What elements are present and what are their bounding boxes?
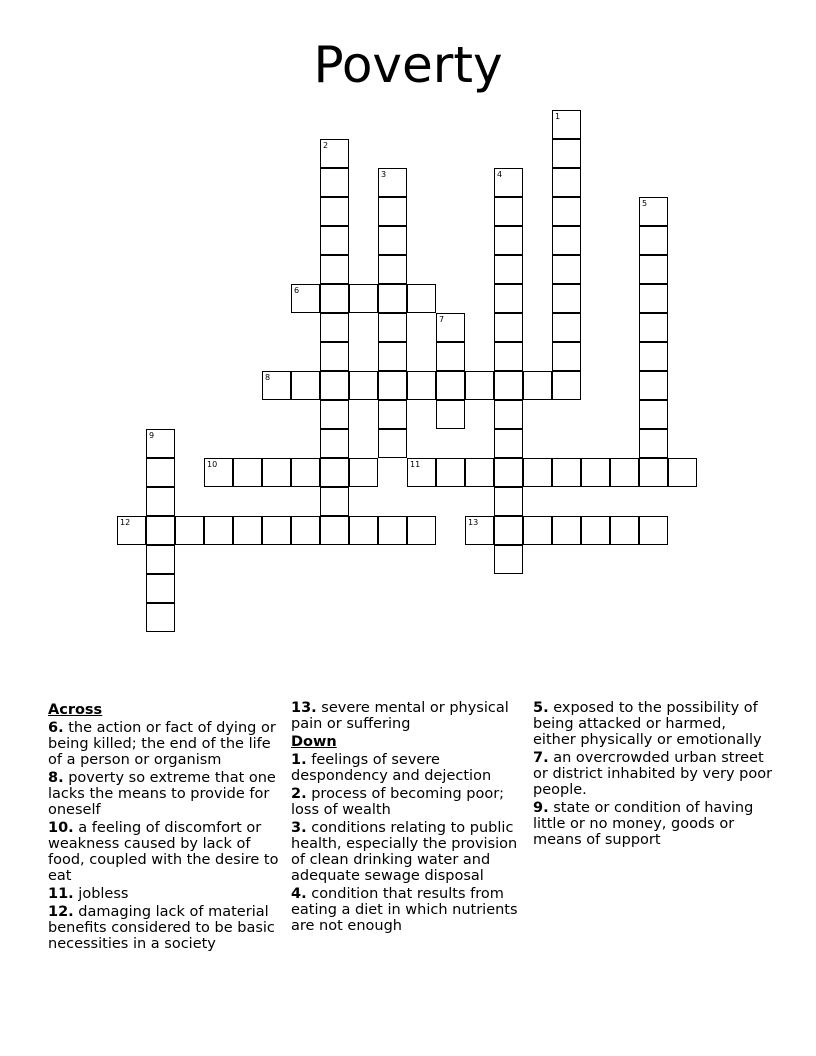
crossword-cell[interactable] — [262, 516, 291, 545]
crossword-cell[interactable] — [291, 516, 320, 545]
clue-down-2 — [291, 786, 521, 818]
crossword-cell[interactable] — [494, 226, 523, 255]
cell-number: 2 — [323, 141, 329, 150]
crossword-cell[interactable] — [378, 371, 407, 400]
crossword-cell[interactable] — [117, 516, 146, 545]
crossword-cell[interactable] — [465, 458, 494, 487]
cell-number: 11 — [410, 460, 421, 469]
crossword-cell[interactable] — [639, 255, 668, 284]
clue-down-4 — [291, 886, 521, 934]
clue-down-5 — [533, 700, 773, 748]
clue-number: 4. — [291, 886, 307, 902]
crossword-cell[interactable] — [639, 342, 668, 371]
clue-text: a feeling of discomfort or weakness caused by lack of food, coupled with the desire to eat — [48, 820, 279, 884]
clue-text: process of becoming poor; loss of wealth — [291, 786, 505, 818]
crossword-cell[interactable] — [320, 371, 349, 400]
crossword-cell[interactable] — [552, 139, 581, 168]
crossword-cell[interactable] — [349, 516, 378, 545]
crossword-cell[interactable] — [581, 516, 610, 545]
crossword-cell[interactable] — [494, 487, 523, 516]
clue-text: severe mental or physical pain or suffering — [291, 700, 509, 732]
crossword-cell[interactable] — [494, 255, 523, 284]
clue-number: 1. — [291, 752, 307, 768]
down-heading: Down — [291, 734, 337, 750]
crossword-cell[interactable] — [552, 255, 581, 284]
crossword-cell[interactable] — [146, 458, 175, 487]
clue-number: 3. — [291, 820, 307, 836]
crossword-cell[interactable] — [494, 545, 523, 574]
cell-number: 10 — [207, 460, 218, 469]
cell-number: 3 — [381, 170, 387, 179]
crossword-cell[interactable] — [494, 458, 523, 487]
clue-down-3 — [291, 820, 521, 884]
clue-down-9 — [533, 800, 773, 848]
crossword-cell[interactable] — [494, 313, 523, 342]
crossword-cell[interactable] — [378, 400, 407, 429]
crossword-cell[interactable] — [349, 284, 378, 313]
crossword-cell[interactable] — [436, 342, 465, 371]
crossword-cell[interactable] — [639, 400, 668, 429]
crossword-cell[interactable] — [494, 284, 523, 313]
crossword-cell[interactable] — [407, 371, 436, 400]
across-heading: Across — [48, 702, 103, 718]
crossword-cell[interactable] — [552, 284, 581, 313]
crossword-cell[interactable] — [146, 603, 175, 632]
crossword-cell[interactable] — [320, 255, 349, 284]
clue-number: 12. — [48, 904, 74, 920]
crossword-cell[interactable] — [291, 458, 320, 487]
crossword-cell[interactable] — [407, 516, 436, 545]
clue-column-1 — [48, 700, 280, 954]
clue-number: 7. — [533, 750, 549, 766]
crossword-cell[interactable] — [320, 168, 349, 197]
crossword-cell[interactable] — [378, 284, 407, 313]
crossword-cell[interactable] — [378, 168, 407, 197]
crossword-cell[interactable] — [407, 458, 436, 487]
crossword-cell[interactable] — [523, 458, 552, 487]
crossword-cell[interactable] — [494, 342, 523, 371]
crossword-cell[interactable] — [233, 516, 262, 545]
clue-across-12 — [48, 904, 280, 952]
crossword-cell[interactable] — [378, 516, 407, 545]
crossword-cell[interactable] — [378, 429, 407, 458]
clue-text: condition that results from eating a diet in which nutrients are not enough — [291, 886, 518, 934]
crossword-cell[interactable] — [320, 313, 349, 342]
crossword-cell[interactable] — [552, 516, 581, 545]
clue-number: 6. — [48, 720, 64, 736]
crossword-cell[interactable] — [494, 371, 523, 400]
crossword-cell[interactable] — [436, 371, 465, 400]
cell-number: 4 — [497, 170, 503, 179]
crossword-cell[interactable] — [610, 516, 639, 545]
crossword-cell[interactable] — [494, 516, 523, 545]
cell-number: 5 — [642, 199, 648, 208]
clue-number: 9. — [533, 800, 549, 816]
crossword-cell[interactable] — [639, 516, 668, 545]
crossword-cell[interactable] — [494, 400, 523, 429]
crossword-cell[interactable] — [552, 226, 581, 255]
crossword-cell[interactable] — [320, 197, 349, 226]
crossword-cell[interactable] — [552, 458, 581, 487]
clue-number: 8. — [48, 770, 64, 786]
crossword-cell[interactable] — [610, 458, 639, 487]
clue-text: poverty so extreme that one lacks the means to provide for oneself — [48, 770, 276, 818]
crossword-cell[interactable] — [378, 226, 407, 255]
crossword-cell[interactable] — [146, 545, 175, 574]
crossword-cell[interactable] — [436, 313, 465, 342]
crossword-cell[interactable] — [320, 516, 349, 545]
crossword-cell[interactable] — [639, 197, 668, 226]
clue-text: conditions relating to public health, especially the provision of clean drinking water and adequate sewage disposal — [291, 820, 518, 884]
clue-across-13 — [291, 700, 521, 732]
crossword-cell[interactable] — [436, 400, 465, 429]
crossword-cell[interactable] — [349, 458, 378, 487]
crossword-cell[interactable] — [639, 371, 668, 400]
crossword-cell[interactable] — [262, 371, 291, 400]
clue-text: feelings of severe despondency and dejection — [291, 752, 492, 784]
crossword-cell[interactable] — [436, 458, 465, 487]
crossword-cell[interactable] — [465, 371, 494, 400]
clue-number: 10. — [48, 820, 74, 836]
crossword-cell[interactable] — [320, 342, 349, 371]
crossword-cell[interactable] — [378, 255, 407, 284]
cell-number: 6 — [294, 286, 300, 295]
crossword-cell[interactable] — [552, 313, 581, 342]
crossword-cell[interactable] — [146, 487, 175, 516]
clue-text: exposed to the possibility of being attacked or harmed, either physically or emotionally — [533, 700, 762, 748]
clue-across-10 — [48, 820, 280, 884]
crossword-cell[interactable] — [146, 429, 175, 458]
crossword-cell[interactable] — [552, 168, 581, 197]
crossword-cell[interactable] — [291, 371, 320, 400]
crossword-cell[interactable] — [320, 429, 349, 458]
crossword-cell[interactable] — [639, 284, 668, 313]
crossword-cell[interactable] — [581, 458, 610, 487]
crossword-cell[interactable] — [204, 458, 233, 487]
crossword-cell[interactable] — [291, 284, 320, 313]
crossword-cell[interactable] — [320, 139, 349, 168]
crossword-cell[interactable] — [639, 458, 668, 487]
clue-text: damaging lack of material benefits considered to be basic necessities in a society — [48, 904, 275, 952]
cell-number: 7 — [439, 315, 445, 324]
crossword-cell[interactable] — [262, 458, 291, 487]
crossword-cell[interactable] — [320, 284, 349, 313]
clue-across-8 — [48, 770, 280, 818]
crossword-cell[interactable] — [523, 516, 552, 545]
clue-down-7 — [533, 750, 773, 798]
crossword-cell[interactable] — [175, 516, 204, 545]
clue-number: 13. — [291, 700, 317, 716]
crossword-cell[interactable] — [320, 487, 349, 516]
cell-number: 12 — [120, 518, 131, 527]
crossword-cell[interactable] — [349, 371, 378, 400]
clue-down-1 — [291, 752, 521, 784]
clue-number: 2. — [291, 786, 307, 802]
cell-number: 9 — [149, 431, 155, 440]
crossword-cell[interactable] — [407, 284, 436, 313]
crossword-cell[interactable] — [639, 313, 668, 342]
crossword-cell[interactable] — [494, 168, 523, 197]
page-title: Poverty — [313, 36, 503, 94]
clue-text: state or condition of having little or no money, goods or means of support — [533, 800, 754, 848]
clue-column-2 — [291, 700, 521, 936]
crossword-cell[interactable] — [552, 110, 581, 139]
crossword-cell[interactable] — [320, 458, 349, 487]
crossword-cell[interactable] — [639, 429, 668, 458]
crossword-cell[interactable] — [552, 197, 581, 226]
crossword-cell[interactable] — [668, 458, 697, 487]
cell-number: 8 — [265, 373, 271, 382]
crossword-cell[interactable] — [146, 574, 175, 603]
clue-across-6 — [48, 720, 280, 768]
crossword-cell[interactable] — [552, 371, 581, 400]
crossword-cell[interactable] — [378, 342, 407, 371]
crossword-cell[interactable] — [552, 342, 581, 371]
crossword-cell[interactable] — [320, 226, 349, 255]
clue-text: an overcrowded urban street or district inhabited by very poor people. — [533, 750, 773, 798]
clue-text: jobless — [78, 886, 129, 902]
crossword-cell[interactable] — [465, 516, 494, 545]
crossword-cell[interactable] — [494, 429, 523, 458]
crossword-cell[interactable] — [320, 400, 349, 429]
clue-across-11 — [48, 886, 280, 902]
crossword-cell[interactable] — [233, 458, 262, 487]
clue-column-3 — [533, 700, 773, 850]
clue-number: 5. — [533, 700, 549, 716]
crossword-cell[interactable] — [639, 226, 668, 255]
crossword-cell[interactable] — [378, 313, 407, 342]
clue-text: the action or fact of dying or being killed; the end of the life of a person or organism — [48, 720, 276, 768]
crossword-cell[interactable] — [494, 197, 523, 226]
crossword-cell[interactable] — [146, 516, 175, 545]
crossword-cell[interactable] — [378, 197, 407, 226]
cell-number: 13 — [468, 518, 479, 527]
clue-number: 11. — [48, 886, 74, 902]
crossword-cell[interactable] — [204, 516, 233, 545]
cell-number: 1 — [555, 112, 561, 121]
crossword-cell[interactable] — [523, 371, 552, 400]
